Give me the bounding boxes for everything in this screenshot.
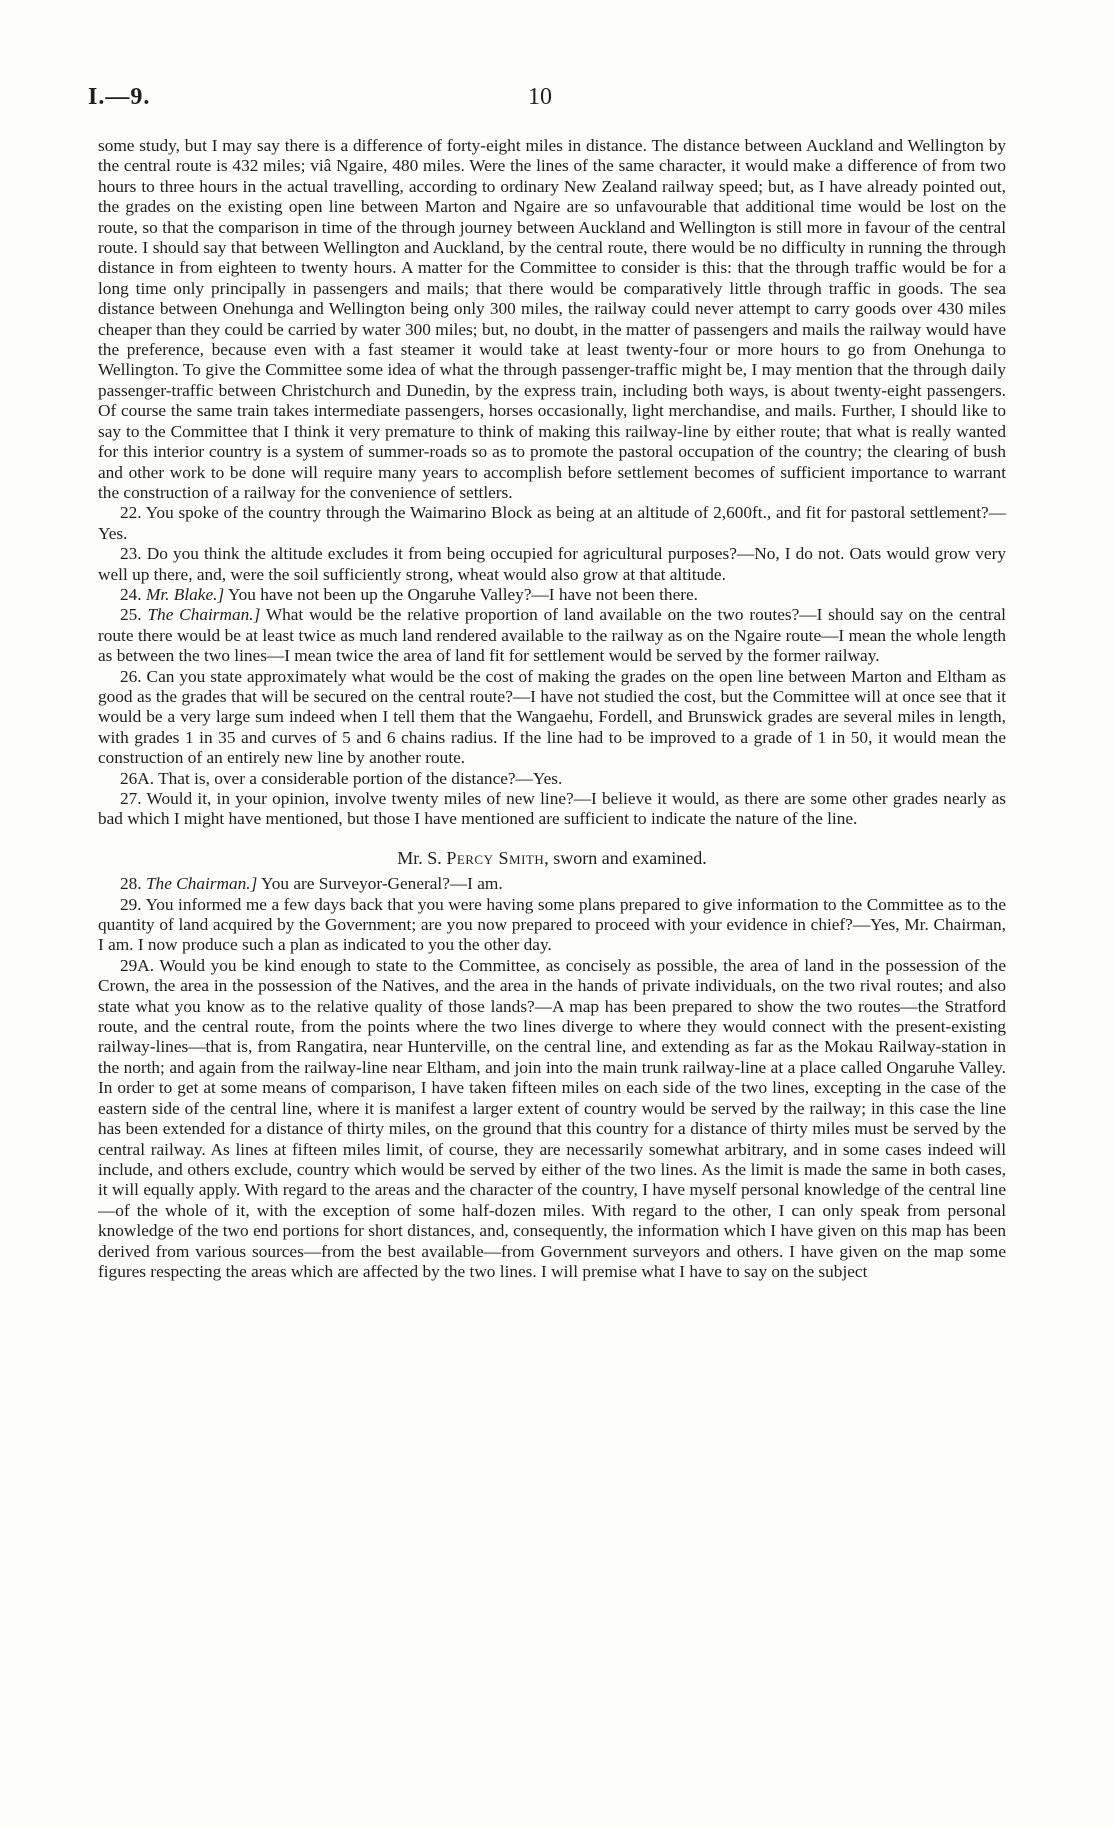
document-reference: I.—9. (88, 84, 151, 110)
paragraph-q24 (98, 585, 1006, 605)
page-number: 10 (528, 84, 552, 110)
paragraph-q29: 29. You informed me a few days back that you were having some plans prepared to give information to the Committee as to the quantity of land acquired by the Government; are you now prepared to proceed with your evidence in chief?—Yes, Mr. Chairman, I am. I now produce such a plan as indicated to you the other day. (98, 894, 1006, 955)
body-text (98, 136, 1006, 1282)
paragraph-q28 (98, 874, 1006, 894)
speaker-name: The Chairman.] (145, 874, 258, 894)
paragraph-q29a: 29A. Would you be kind enough to state to the Committee, as concisely as possible, the area of land in the possession of the Crown, the area in the possession of the Natives, and the area in the hands of private individuals, on the two rival routes; and also state what you know as to the relative quality of those lands?—A map has been prepared to show the two routes—the Stratford route, and the central route, from the points where the two lines diverge to where they would connect with the present-existing railway-lines—that is, from Rangatira, near Hunterville, on the central line, and extending as far as the Mokau Railway-station in the north; and again from the railway-line near Eltham, and join into the main trunk railway-line at a place called Ongaruhe Valley. In order to get at some means of comparison, I have taken fifteen miles on each side of the two lines, excepting in the case of the eastern side of the central line, where it is manifest a larger extent of country would be served by the railway; in this case the line has been extended for a distance of thirty miles, on the ground that this country for a distance of thirty miles must be served by the central railway. As lines at fifteen miles limit, of course, they are necessarily somewhat arbitrary, and in some cases indeed will include, and others exclude, country which would be served by either of the two lines. As the limit is made the same in both cases, it will equally apply. With regard to the areas and the character of the country, I have myself personal knowledge of the central line—of the whole of it, with the exception of some half-dozen miles. With regard to the other, I can only speak from personal knowledge of the two end portions for short distances, and, consequently, the information which I have given on this map has been derived from various sources—from the best available—from Government surveyors and others. I have given on the map some figures respecting the areas which are affected by the two lines. I will premise what I have to say on the subject (98, 955, 1006, 1281)
paragraph-q22: 22. You spoke of the country through the Waimarino Block as being at an altitude of 2,600ft., and fit for pastoral settlement?—Yes. (98, 503, 1006, 543)
witness-heading (98, 848, 1006, 868)
paragraph-q26: 26. Can you state approximately what would be the cost of making the grades on the open line between Marton and Eltham as good as the grades that will be secured on the central route?—I have not studied the cost, but the Committee will at once see that it would be a very large sum indeed when I tell them that the Wangaehu, Fordell, and Brunswick grades are several miles in length, with grades 1 in 35 and curves of 5 and 6 chains radius. If the line had to be improved to a grade of 1 in 50, it would mean the construction of an entirely new line by another route. (98, 666, 1006, 768)
paragraph-q25 (98, 605, 1006, 666)
heading-suffix: , sworn and examined. (544, 847, 707, 868)
paragraph-q27: 27. Would it, in your opinion, involve twenty miles of new line?—I believe it would, as there are some other grades nearly as bad which I might have mentioned, but those I have mentioned are sufficient to indicate the nature of the line. (98, 789, 1006, 829)
question-text: What would be the relative proportion of land available on the two routes?—I should say on the central route there would be at least twice as much land rendered available to the railway as on the Ngaire route—I mean the whole length as between the two lines—I mean twice the area of land fit for settlement would be served by the former railway. (98, 605, 1006, 666)
paragraph-q26a: 26A. That is, over a considerable portion of the distance?—Yes. (120, 768, 563, 788)
paragraph-continuation: some study, but I may say there is a difference of forty-eight miles in distance. The distance between Auckland and Wellington by the central route is 432 miles; viâ Ngaire, 480 miles. Were the lines of the same character, it would make a difference of from two hours to three hours in the actual travelling, according to ordinary New Zealand railway speed; but, as I have already pointed out, the grades on the existing open line between Marton and Ngaire are so unfavourable that additional time would be lost on the route, so that the comparison in time of the through journey between Auckland and Wellington is still more in favour of the central route. I should say that between Wellington and Auckland, by the central route, there would be no difficulty in running the through distance in from eighteen to twenty hours. A matter for the Committee to consider is this: that the through traffic would be for a long time only principally in passengers and mails; that there would be comparatively little through traffic in goods. The sea distance between Onehunga and Wellington being only 300 miles, the railway could never attempt to carry goods over 430 miles cheaper than they could be carried by water 300 miles; but, no doubt, in the matter of passengers and mails the railway would have the preference, because even with a fast steamer it would take at least twenty-four or more hours to go from Onehunga to Wellington. To give the Committee some idea of what the through passenger-traffic might be, I may mention that the through daily passenger-traffic between Christchurch and Dunedin, by the express train, including both ways, is about twenty-eight passengers. Of course the same train takes intermediate passengers, horses occasionally, light merchandise, and mails. Further, I should like to say to the Committee that I think it very premature to think of making this railway-line by either route; that what is really wanted for this interior country is a system of summer-roads so as to promote the pastoral occupation of the country; the clearing of bush and other work to be done will require many years to accomplish before settlement becomes of sufficient importance to warrant the construction of a railway for the convenience of settlers. (98, 136, 1006, 502)
question-text: You are Surveyor-General?—I am. (257, 874, 503, 894)
page-header (88, 84, 1028, 116)
heading-prefix: Mr. S. (397, 847, 447, 868)
question-number: 24. (120, 584, 142, 604)
question-text: You have not been up the Ongaruhe Valley?—I have not been there. (224, 584, 698, 604)
speaker-name: The Chairman.] (147, 605, 261, 625)
witness-name: Percy Smith (446, 847, 545, 868)
question-number: 25. (120, 605, 142, 625)
speaker-name: Mr. Blake.] (145, 584, 225, 604)
question-number: 28. (120, 874, 142, 894)
paragraph-q23: 23. Do you think the altitude excludes it from being occupied for agricultural purposes?—No, I do not. Oats would grow very well up there, and, were the soil sufficiently strong, wheat would also grow at that altitude. (98, 544, 1006, 584)
